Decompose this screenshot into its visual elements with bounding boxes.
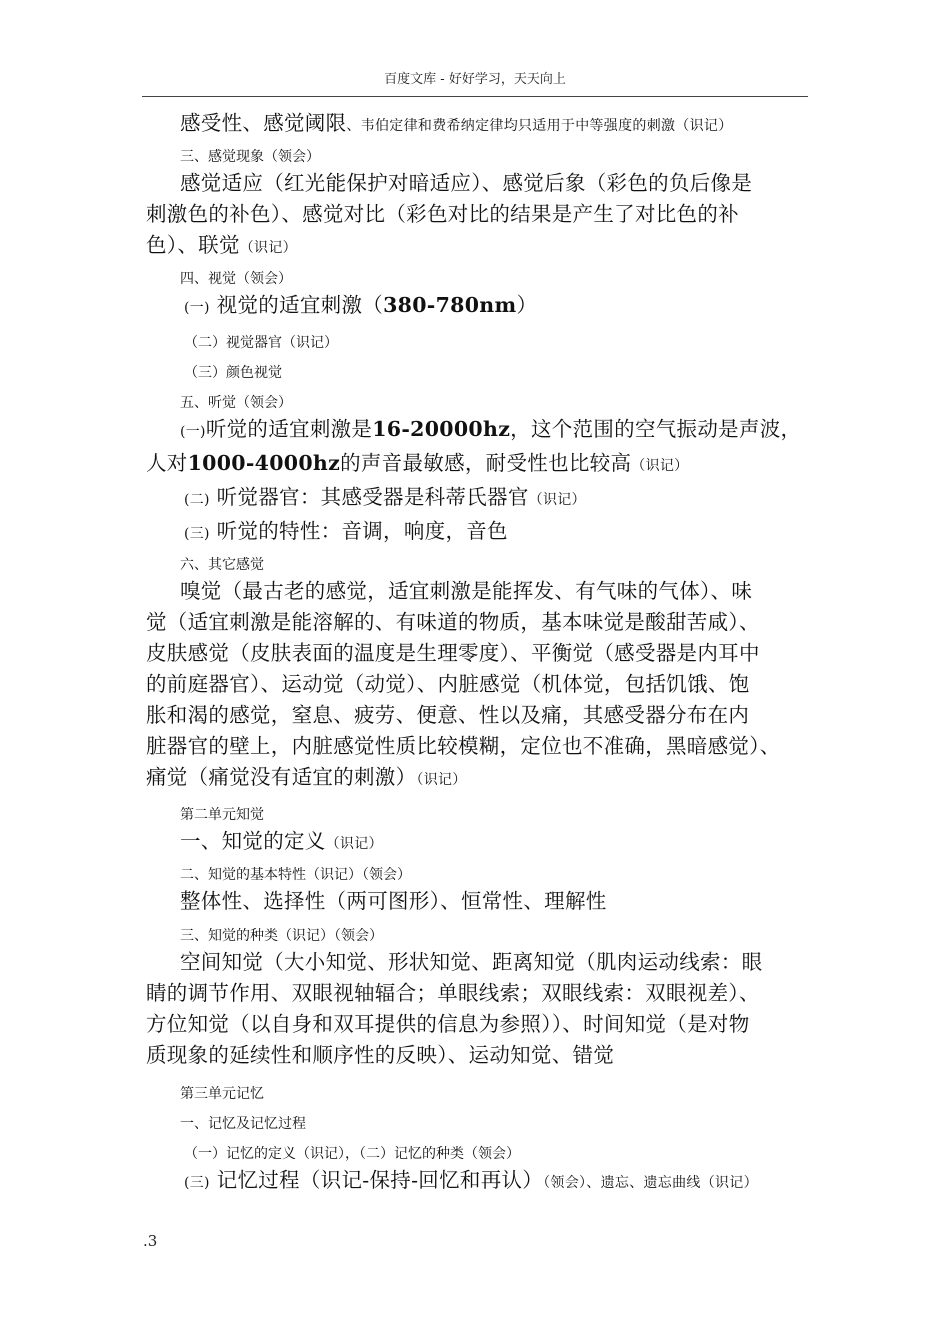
text-line: 的前庭器官）、运动觉（动觉）、内脏感觉（机体觉，包括饥饿、饱	[146, 672, 750, 696]
page-header: 百度文库 - 好好学习，天天向上	[384, 72, 566, 87]
text-line: 脏器官的壁上，内脏感觉性质比较模糊，定位也不准确，黑暗感觉）、	[146, 734, 781, 758]
text-line: 空间知觉（大小知觉、形状知觉、距离知觉（肌肉运动线索：眼	[180, 950, 763, 974]
section-heading: 一、记忆及记忆过程	[180, 1116, 306, 1132]
text-line: 一、知觉的定义（识记）	[180, 829, 383, 853]
section-heading: 三、知觉的种类（识记）（领会）	[180, 928, 383, 944]
text-line: 色）、联觉（识记）	[146, 233, 297, 257]
text-line: 胀和渴的感觉，窒息、疲劳、便意、性以及痛，其感受器分布在内	[146, 703, 750, 727]
text-line: 觉（适宜刺激是能溶解的、有味道的物质，基本味觉是酸甜苦咸）、	[146, 610, 760, 634]
section-heading: 二、知觉的基本特性（识记）（领会）	[180, 867, 411, 883]
section-heading: 三、感觉现象（领会）	[180, 149, 320, 165]
section-heading: 五、听觉（领会）	[180, 395, 292, 411]
section-heading: 四、视觉（领会）	[180, 271, 292, 287]
header-divider	[142, 96, 808, 97]
sub-heading: （三）颜色视觉	[184, 365, 282, 381]
text-line: 质现象的延续性和顺序性的反映）、运动知觉、错觉	[146, 1043, 615, 1067]
section-heading: 六、其它感觉	[180, 557, 264, 573]
text-line: 皮肤感觉（皮肤表面的温度是生理零度）、平衡觉（感受器是内耳中	[146, 641, 760, 665]
text-line: (三) 听觉的特性：音调，响度，音色	[184, 519, 508, 543]
text-line: (一) 视觉的适宜刺激（380-780nm）	[184, 293, 538, 317]
page-number: .3	[143, 1232, 158, 1250]
text-line: 感受性、感觉阈限、韦伯定律和费希纳定律均只适用于中等强度的刺激（识记）	[180, 111, 733, 135]
unit-heading: 第三单元记忆	[180, 1086, 264, 1102]
document-body	[146, 108, 810, 1199]
text-line: 刺激色的补色）、感觉对比（彩色对比的结果是产生了对比色的补	[146, 202, 739, 226]
sub-heading: （一）记忆的定义（识记），（二）记忆的种类（领会）	[184, 1146, 520, 1162]
unit-heading: 第二单元知觉	[180, 807, 264, 823]
text-line: 痛觉（痛觉没有适宜的刺激）（识记）	[146, 765, 467, 789]
text-line: (二) 听觉器官：其感受器是科蒂氏器官（识记）	[184, 485, 586, 509]
text-line: 人对1000-4000hz的声音最敏感，耐受性也比较高（识记）	[146, 451, 689, 475]
text-line: 整体性、选择性（两可图形）、恒常性、理解性	[180, 889, 607, 913]
text-line: 嗅觉（最古老的感觉，适宜刺激是能挥发、有气味的气体）、味	[180, 579, 753, 603]
text-line: 感觉适应（红光能保护对暗适应）、感觉后象（彩色的负后像是	[180, 171, 753, 195]
text-line: (三) 记忆过程（识记-保持-回忆和再认）（领会）、遗忘、遗忘曲线（识记）	[184, 1168, 758, 1192]
text-line: (一)听觉的适宜刺激是16-20000hz，这个范围的空气振动是声波，	[180, 417, 802, 441]
sub-heading: （二）视觉器官（识记）	[184, 335, 338, 351]
text-line: 睛的调节作用、双眼视轴辐合；单眼线索；双眼线索：双眼视差）、	[146, 981, 760, 1005]
text-line: 方位知觉（以自身和双耳提供的信息为参照））、时间知觉（是对物	[146, 1012, 750, 1036]
